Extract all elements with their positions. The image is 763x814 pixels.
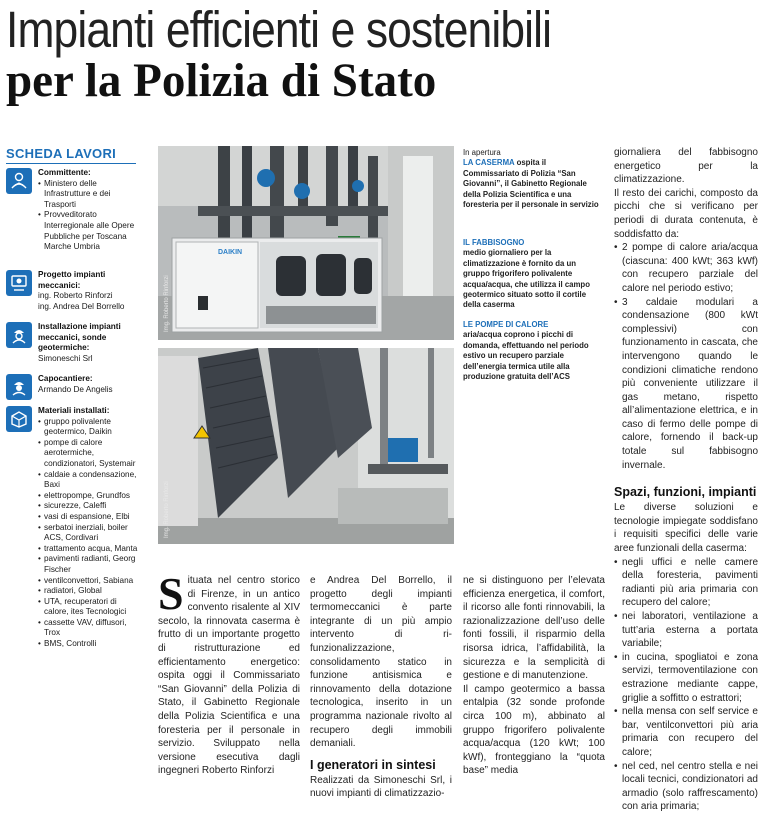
caption-label: IL FABBISOGNO [463, 238, 525, 247]
caption-label: LE POMPE DI CALORE [463, 320, 549, 329]
article-column-1 [158, 568, 300, 778]
caption-text: ospita il Commissariato di Polizia “San Giovanni”, il Gabinetto Regionale della Polizia Scientifica e una foresteria per il personale in servizio [463, 158, 599, 210]
article-column-2 [310, 574, 452, 801]
caption-fabbisogno [463, 238, 603, 311]
paragraph: ituata nel centro storico di Firenze, in un antico convento risalente al XIV secolo, la rinnovata caserma è frutto di un importante progetto di ristrutturazione ed efficientamento energetico: ospita oggi il Commissariato “San Giovanni” della Polizia di Stato, il Gabinetto Regionale della Polizia Scientifica e una foresteria per il personale in servizio. Sviluppato nella versione esecutiva dagli ingegneri Roberto Rinforzi [158, 575, 300, 777]
headline-line-2: per la Polizia di Stato [6, 54, 437, 107]
section-heading: I generatori in sintesi [310, 757, 436, 772]
list-item: • vasi di espansione, Elbi [38, 512, 140, 523]
list-item: • nel ced, nel centro stella e nei locali tecnici, condizionatori ad armadio (solo raffrescamento) con aria primaria; [614, 760, 758, 814]
section-progetto [6, 270, 140, 312]
list-item: • 3 caldaie modulari a condensazione (800 kWt complessivi) con funzionamento in cascata, che intervengono quando le condizioni climatiche rendono più conveniente utilizzare il gas metano, rispetto all’alimentazione elettrica, e in caso di fermo delle pompe di calore, fornendo il back-up totale sul fabbisogno invernale. [614, 296, 758, 473]
sidebar-heading: SCHEDA LAVORI [6, 146, 117, 161]
list-item: • in cucina, spogliatoi e zona servizi, termoventilazione con estrazione mediante cappe, griglie a soffitto o estrattori; [614, 651, 758, 705]
photo-credit: Img. Roberto Rinforzi [164, 275, 170, 332]
list-item: • trattamento acqua, Manta [38, 544, 140, 555]
list-item: • nei laboratori, ventilazione a tutt’aria esterna a portata variabile; [614, 610, 758, 651]
committente-label: Committente: [38, 168, 91, 177]
paragraph: Il resto dei carichi, composto da picchi che si verificano per periodi di durata contenuta, è soddisfatto da: [614, 187, 758, 240]
caption-text: medio giornaliero per la climatizzazione è fornito da un gruppo frigorifero polivalente acqua/acqua, che utilizza il campo geotermico situato sotto il cortile della caserma [463, 248, 590, 310]
list-item: • BMS, Controlli [38, 639, 140, 650]
materiali-label: Materiali installati: [38, 406, 110, 415]
article-column-4 [614, 146, 758, 814]
progetto-label: Progetto impianti meccanici: [38, 270, 106, 290]
list-item: • gruppo polivalente geotermico, Daikin [38, 417, 140, 438]
list-item: • radiatori, Global [38, 586, 140, 597]
installer-icon [6, 322, 32, 348]
progetto-line: ing. Roberto Rinforzi [38, 291, 113, 301]
caption-text: aria/acqua coprono i picchi di domanda, effettuando nel periodo estivo un recupero parziale dell’energia termica utile alla produzione gratuita dell’ACS [463, 330, 589, 382]
engineer-icon [6, 270, 32, 296]
list-item: • negli uffici e nelle camere della foresteria, pavimenti radianti più aria primaria con recupero del calore; [614, 556, 758, 610]
materiali-list [38, 417, 140, 650]
materials-box-icon [6, 406, 32, 432]
daikin-logo: DAIKIN [218, 249, 243, 256]
caption-intro: In apertura [463, 148, 501, 157]
paragraph: ne si distinguono per l’elevata efficienza energetica, il comfort, il ricorso alle fonti rinnovabili, la razionalizzazione dell’uso delle fonti fossili, il risparmio della risorsa idrica, l’affidabilità, la sicurezza e la semplicità di gestione e di manutenzione. [463, 575, 605, 682]
list-item: • cassette VAV, diffusori, Trox [38, 618, 140, 639]
capocantiere-line: Armando De Angelis [38, 384, 113, 394]
handshake-icon [6, 168, 32, 194]
article-column-3 [463, 574, 605, 778]
list-item: • Provveditorato Interregionale alle Opere Pubbliche per Toscana Marche Umbria [38, 210, 140, 252]
paragraph: Le diverse soluzioni e tecnologie impiegate soddisfano i requisiti specifici delle varie aree funzionali della caserma: [614, 502, 758, 555]
installazione-line: Simoneschi Srl [38, 353, 93, 363]
list-item: • sicurezze, Caleffi [38, 501, 140, 512]
headline-line-1: Impianti efficienti e sostenibili [6, 1, 552, 58]
site-manager-icon [6, 374, 32, 400]
list-item: • UTA, recuperatori di calore, ites Tecnologici [38, 597, 140, 618]
list-item: • pompe di calore aerotermiche, condizionatori, Systemair [38, 438, 140, 470]
paragraph: e Andrea Del Borrello, il progetto degli impianti termomeccanici è parte integrante di un più ampio intervento di ri-funzionalizzazione, consolidamento statico in funzione antisismica e rinnovamento della dotazione tecnologica, inserito in un programma nazionale rivolto al recupero degli immobili demaniali. [310, 575, 452, 750]
sidebar-rule [6, 163, 136, 164]
list-item: • nella mensa con self service e bar, ventilconvettori più aria primaria con recupero del calore; [614, 705, 758, 759]
capocantiere-label: Capocantiere: [38, 374, 93, 383]
paragraph: giornaliera del fabbisogno energetico per la climatizzazione. [614, 147, 758, 186]
section-installazione [6, 322, 140, 364]
list-item: • caldaie a condensazione, Baxi [38, 470, 140, 491]
photo-heat-pumps [158, 348, 454, 544]
list-item: • serbatoi inerziali, boiler ACS, Cordivari [38, 523, 140, 544]
list-item: • pavimenti radianti, Georg Fischer [38, 554, 140, 575]
section-materiali [6, 406, 140, 650]
photo-daikin-unit [158, 146, 454, 340]
caption-caserma [463, 148, 603, 210]
caption-pompe [463, 320, 603, 382]
drop-cap: S [158, 568, 184, 619]
section-capocantiere [6, 374, 140, 395]
progetto-line: ing. Andrea Del Borrello [38, 301, 125, 311]
paragraph: Realizzati da Simoneschi Srl, i nuovi impianti di climatizzazio- [310, 774, 452, 800]
installazione-label: Installazione impianti meccanici, sonde geotermiche: [38, 322, 121, 353]
photo-credit: Img. Roberto Rinforzi [164, 481, 170, 538]
paragraph: Il campo geotermico a bassa entalpia (32 sonde profonde circa 100 m), abbinato al gruppo frigorifero polivalente acqua/acqua (120 kWt; 100 kWf), fronteggiano la “quota base” media [463, 683, 605, 777]
list-item: • elettropompe, Grundfos [38, 491, 140, 502]
list-item: • ventilconvettori, Sabiana [38, 576, 140, 587]
section-heading: Spazi, funzioni, impianti [614, 485, 757, 500]
list-item: • 2 pompe di calore aria/acqua (ciascuna: 400 kWt; 363 kWf) con recupero parziale del calore nel periodo estivo; [614, 241, 758, 295]
caption-label: LA CASERMA [463, 158, 515, 168]
section-committente [6, 168, 140, 253]
list-item: • Ministero delle Infrastrutture e dei Trasporti [38, 179, 140, 211]
